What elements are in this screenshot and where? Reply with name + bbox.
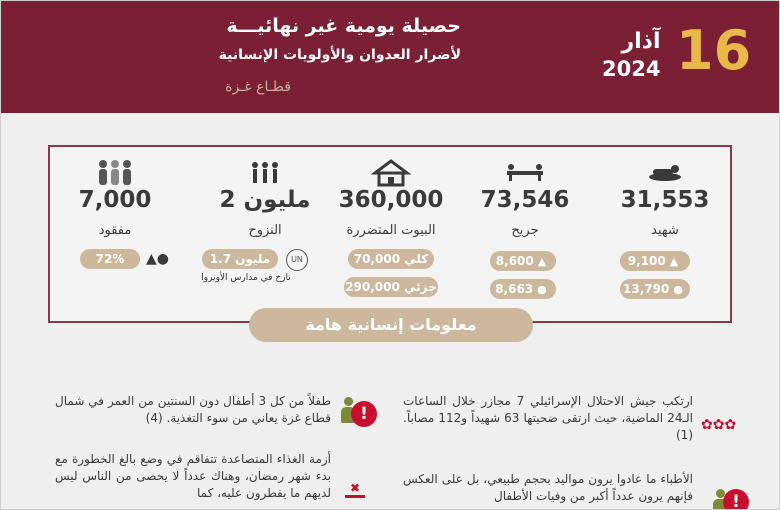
destroyed-house-icon <box>368 159 414 187</box>
injured-children-pill: 8,663 ● <box>490 279 556 299</box>
woman-icon: ▲ <box>669 255 679 268</box>
info-paragraph-2: الأطباء ما عادوا يرون مواليد بحجم طبيعي، بل على العكس فإنهم يرون عدداً أكبر من وفيات الأطفال <box>403 472 693 503</box>
stat-injured <box>460 147 590 323</box>
homes-partial-pill: 290,000 جزئي <box>344 277 438 297</box>
date-month: آذار <box>621 29 661 54</box>
injured-women-pill: 8,600 ▲ <box>490 251 556 271</box>
displaced-unrwa-pill: 1.7 مليون <box>202 249 278 269</box>
missing-value: 7,000 <box>78 187 152 213</box>
food-bowl-icon: ✖ <box>345 481 365 498</box>
woman-child-icon: ▲● <box>146 251 169 267</box>
killed-value: 31,553 <box>620 187 710 213</box>
woman-icon: ▲ <box>537 255 547 268</box>
stats-box <box>48 145 732 323</box>
date-year: 2024 <box>602 57 661 81</box>
region-label: قطـاع غـزة <box>225 79 291 95</box>
homes-value: 360,000 <box>338 187 444 213</box>
flowers-icon: ✿✿✿ <box>701 417 737 433</box>
homes-total-pill: 70,000 كلي <box>348 249 434 269</box>
displaced-unrwa-note: نازح في مدارس الأونروا <box>201 273 291 283</box>
killed-children-pill: 13,790 ● <box>620 279 690 299</box>
displaced-people-icon <box>242 159 288 187</box>
stat-homes <box>326 147 456 323</box>
date-day: 16 <box>676 19 752 82</box>
info-paragraph-3: طفلاً من كل 3 أطفال دون السنتين من العمر في شمال قطاع غزة يعاني من سوء التغذية. (4) <box>55 394 331 425</box>
missing-label: مفقود <box>98 223 132 238</box>
child-icon: ● <box>673 283 683 296</box>
section-title: معلومات إنسانية هامة <box>249 308 533 342</box>
report-title: حصيلة يومية غير نهائيـــة <box>226 15 461 37</box>
killed-women-pill: 9,100 ▲ <box>620 251 690 271</box>
injured-label: جريح <box>511 223 539 238</box>
info-paragraph-1: ارتكب جيش الاحتلال الإسرائيلي 7 مجازر خلال الساعات الـ24 الماضية، حيث ارتقى ضحيتها 63 شهيداً و112 مصاباً. (1) <box>403 394 693 442</box>
child-icon: ● <box>537 283 547 296</box>
missing-percent-pill: 72% <box>80 249 140 269</box>
stat-killed <box>600 147 730 323</box>
homes-label: البيوت المتضررة <box>346 223 436 238</box>
missing-people-icon <box>92 159 138 187</box>
injured-value: 73,546 <box>480 187 570 213</box>
displaced-label: النزوح <box>248 223 282 238</box>
alert-icon: ! <box>723 489 749 510</box>
body-icon <box>642 159 688 187</box>
report-subtitle: لأضرار العدوان والأولويات الإنسانية <box>218 47 461 63</box>
displaced-value: 2 مليون <box>219 187 311 213</box>
header-banner <box>1 1 780 113</box>
killed-label: شهيد <box>651 223 679 238</box>
unrwa-logo-icon: UN <box>286 249 308 271</box>
info-paragraph-4: أزمة الغذاء المتصاعدة تتفاقم في وضع بالغ الخطورة مع بدء شهر رمضان، وهناك عدداً لا يحصى من الناس ليس لديهم ما يفطرون عليه، كما <box>55 452 331 500</box>
alert-icon-2: ! <box>351 401 377 427</box>
stat-displaced <box>200 147 330 323</box>
stretcher-icon <box>502 159 548 187</box>
stat-missing <box>50 147 180 323</box>
